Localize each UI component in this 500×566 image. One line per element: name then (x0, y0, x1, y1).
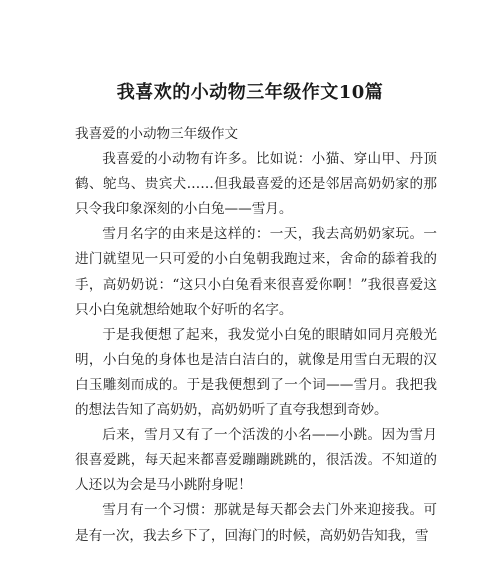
paragraph-4: 后来，雪月又有了一个活泼的小名——小跳。因为雪月很喜爱跳，每天起来都喜爱蹦蹦跳跳的，很活泼。不知道的人还以为会是马小跳附身呢！ (75, 427, 437, 494)
document-title: 我喜欢的小动物三年级作文10篇 (116, 82, 384, 103)
essay-subtitle: 我喜爱的小动物三年级作文 (75, 126, 239, 142)
paragraph-5: 雪月有一个习惯：那就是每天都会去门外来迎接我。可是有一次，我去乡下了，回海门的时候，高奶奶告知我，雪 (75, 502, 437, 544)
document-body (75, 122, 437, 549)
paragraph-2: 雪月名字的由来是这样的：一天，我去高奶奶家玩。一进门就望见一只可爱的小白兔朝我跑过来，舍命的舔着我的手，高奶奶说：“这只小白兔看来很喜爱你啊！”我很喜爱这只小白兔就想给她取个好听的名字。 (75, 226, 437, 318)
paragraph-1: 我喜爱的小动物有许多。比如说：小猫、穿山甲、丹顶鹤、鸵鸟、贵宾犬……但我最喜爱的还是邻居高奶奶家的那只令我印象深刻的小白兔——雪月。 (75, 151, 437, 218)
paragraph-3: 于是我便想了起来，我发觉小白兔的眼睛如同月亮般光明，小白兔的身体也是洁白洁白的，就像是用雪白无瑕的汉白玉雕刻而成的。于是我便想到了一个词——雪月。我把我的想法告知了高奶奶，高奶奶听了直夸我想到奇妙。 (75, 326, 437, 419)
